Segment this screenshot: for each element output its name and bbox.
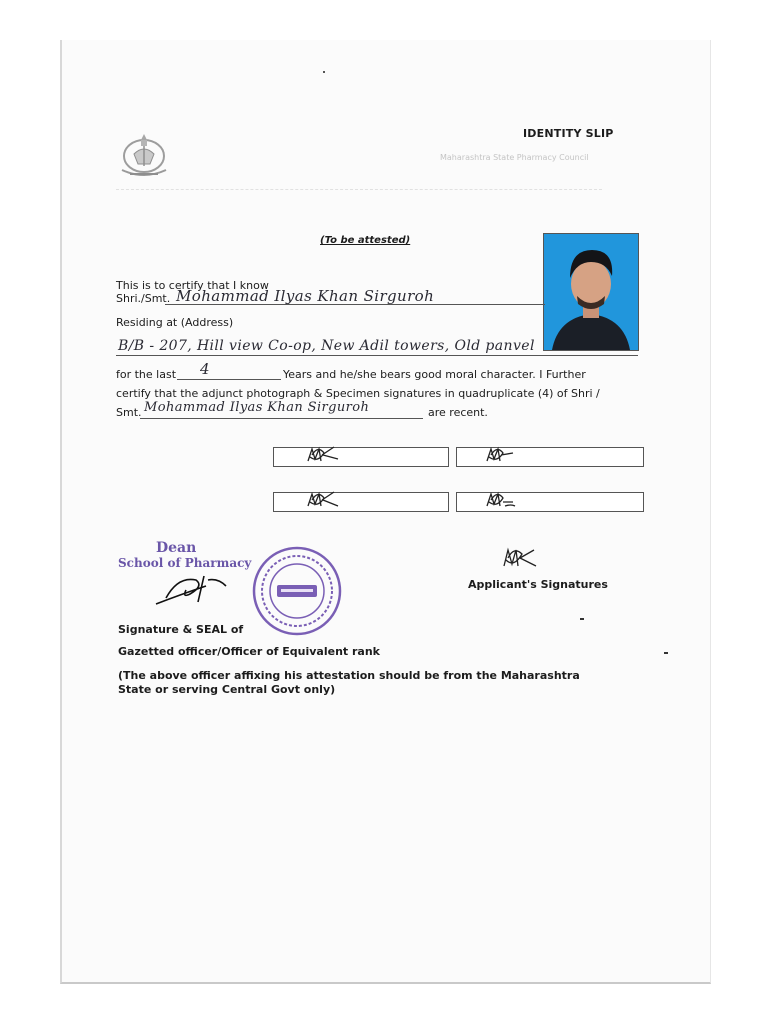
dean-signature bbox=[152, 568, 232, 610]
address-handwritten: B/B - 207, Hill view Co-op, New Adil towers, Old panvel bbox=[118, 338, 535, 354]
address-label: Residing at (Address) bbox=[116, 316, 234, 329]
further-text: certify that the adjunct photograph & Specimen signatures in quadruplicate (4) of Shri / bbox=[116, 387, 600, 400]
gazetted-officer-label: Gazetted officer/Officer of Equivalent rank bbox=[118, 645, 380, 658]
ink-dot bbox=[580, 618, 584, 620]
page-title: IDENTITY SLIP bbox=[523, 127, 614, 140]
officer-note: (The above officer affixing his attestation should be from the Maharashtra State or serving Central Govt only) bbox=[118, 669, 580, 696]
council-emblem-icon bbox=[116, 130, 172, 184]
name-line-2 bbox=[140, 418, 423, 419]
specimen-signature-box-1 bbox=[273, 447, 449, 467]
signature-mark bbox=[304, 445, 364, 467]
signature-mark bbox=[483, 490, 543, 512]
for-last-label: for the last bbox=[116, 368, 177, 381]
applicant-signature-label: Applicant's Signatures bbox=[468, 578, 608, 591]
header-divider bbox=[116, 189, 602, 190]
applicant-photo bbox=[543, 233, 639, 351]
specimen-signature-box-3 bbox=[273, 492, 449, 512]
council-name: Maharashtra State Pharmacy Council bbox=[440, 153, 589, 162]
specimen-signature-box-4 bbox=[456, 492, 644, 512]
shri-smt-label: Shri./Smt. bbox=[116, 292, 171, 305]
name-handwritten-2: Mohammad Ilyas Khan Sirguroh bbox=[144, 400, 370, 415]
years-text: Years and he/she bears good moral character. I Further bbox=[283, 368, 586, 381]
signature-mark bbox=[483, 445, 543, 467]
are-recent-text: are recent. bbox=[428, 406, 488, 419]
ink-dot bbox=[664, 652, 668, 654]
dean-school: School of Pharmacy bbox=[118, 556, 252, 570]
ink-dot bbox=[323, 71, 325, 73]
attest-note: (To be attested) bbox=[320, 235, 411, 246]
official-stamp bbox=[251, 545, 343, 637]
dean-title: Dean bbox=[156, 540, 197, 556]
signature-seal-label: Signature & SEAL of bbox=[118, 623, 244, 636]
years-handwritten: 4 bbox=[200, 360, 210, 378]
smt-label: Smt. bbox=[116, 406, 142, 419]
name-handwritten: Mohammad Ilyas Khan Sirguroh bbox=[176, 287, 435, 305]
applicant-signature bbox=[500, 544, 546, 574]
certify-line: This is to certify that I know bbox=[116, 279, 269, 292]
address-line bbox=[116, 355, 638, 356]
signature-mark bbox=[304, 490, 364, 512]
years-line bbox=[177, 379, 281, 380]
specimen-signature-box-2 bbox=[456, 447, 644, 467]
